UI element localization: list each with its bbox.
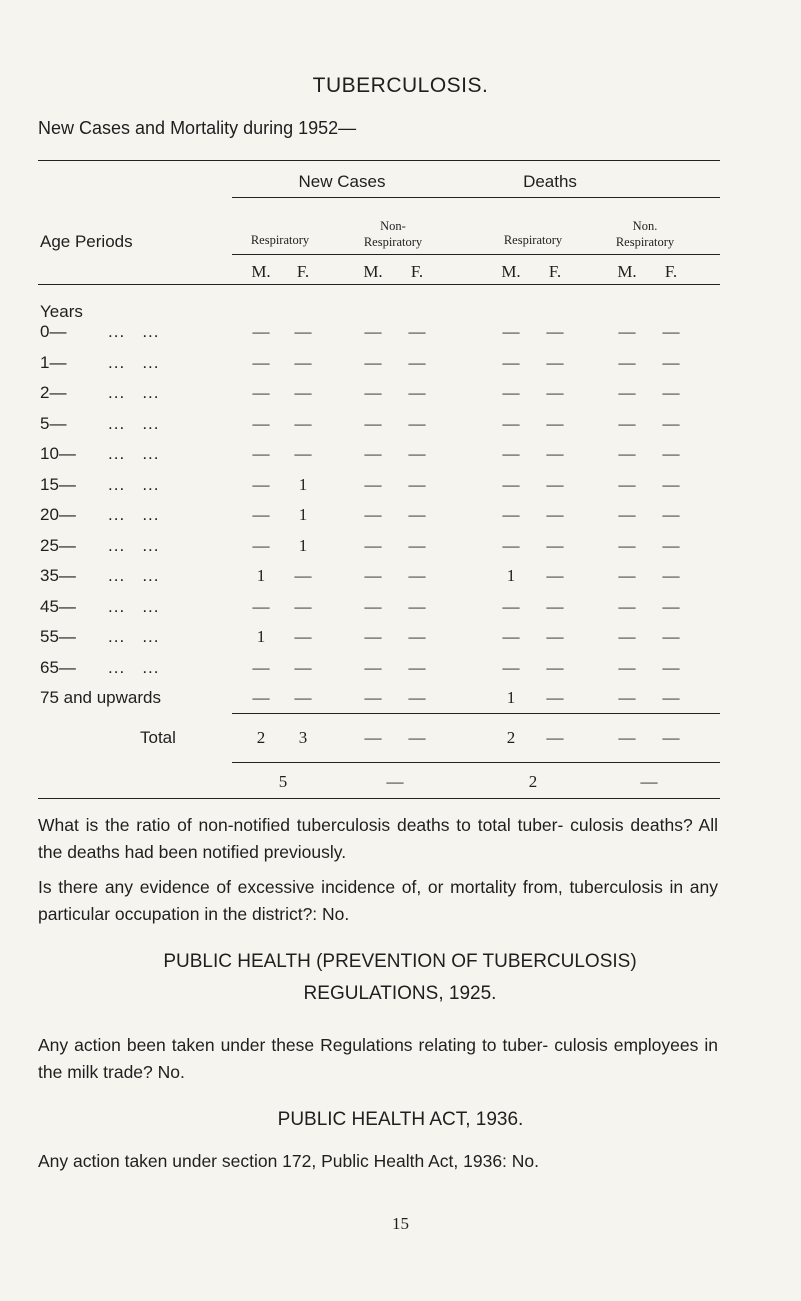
table-cell: — — [408, 383, 426, 402]
heading-prevention-regulations: PUBLIC HEALTH (PREVENTION OF TUBERCULOSIS) REGULATIONS, 1925. — [163, 951, 637, 1004]
age-periods-header: Age Periods — [40, 232, 133, 251]
table-cell: — — [252, 383, 270, 402]
years-label: Years — [40, 302, 83, 321]
group-header-new-cases: New Cases — [298, 172, 386, 191]
table-cell: — — [662, 444, 680, 463]
grand-total-new-non-respiratory: — — [386, 772, 404, 791]
leader-dots: ... ... — [108, 627, 160, 646]
table-cell: — — [618, 444, 636, 463]
sex-label: F. — [410, 262, 424, 281]
table-cell: — — [408, 474, 426, 494]
total-cell: — — [408, 728, 426, 747]
table-cell: — — [364, 657, 382, 677]
total-cell: — — [662, 728, 680, 747]
table-cell: — — [252, 688, 270, 707]
table-cell: — — [662, 383, 680, 402]
leader-dots: ... ... — [108, 383, 160, 402]
table-cell: — — [546, 596, 564, 616]
table-cell: — — [294, 322, 312, 341]
sex-label: M. — [501, 262, 521, 281]
table-cell: — — [408, 566, 426, 585]
table-cell: — — [546, 383, 564, 402]
table-row — [0, 444, 801, 474]
total-cell: 2 — [256, 728, 266, 747]
question-milk-trade: Any action been taken under these Regulations relating to tuber- culosis employees in the milk trade? No. — [38, 1035, 718, 1082]
table-cell: — — [408, 688, 426, 707]
age-period-label: 55— — [40, 627, 76, 646]
table-cell: — — [364, 474, 382, 494]
leader-dots: ... ... — [108, 413, 160, 433]
table-cell: 1 — [298, 535, 308, 555]
table-cell: — — [546, 657, 564, 677]
table-cell: — — [252, 596, 270, 616]
table-cell: — — [252, 413, 270, 433]
sex-label: M. — [251, 262, 271, 281]
table-cell: — — [502, 322, 520, 341]
table-row — [0, 353, 801, 383]
table-cell: — — [546, 535, 564, 555]
leader-dots: ... ... — [108, 322, 160, 341]
age-period-label: 5— — [40, 413, 67, 433]
age-period-label: 25— — [40, 535, 76, 555]
table-cell: — — [618, 566, 636, 585]
total-cell: — — [546, 728, 564, 747]
subheader-new-respiratory: Respiratory — [250, 233, 310, 247]
table-row — [0, 566, 801, 596]
table-row — [0, 658, 801, 688]
leader-dots: ... ... — [108, 444, 160, 463]
table-cell: — — [662, 352, 680, 372]
leader-dots: ... ... — [108, 505, 160, 524]
subheader-rule — [232, 254, 720, 255]
table-row — [0, 536, 801, 566]
table-cell: — — [252, 535, 270, 555]
table-cell: — — [618, 657, 636, 677]
table-row — [0, 383, 801, 413]
table-cell: — — [252, 657, 270, 677]
table-cell: — — [618, 688, 636, 707]
table-cell: — — [294, 596, 312, 616]
subheader-deaths-non-respiratory: Non. Respiratory — [615, 219, 675, 249]
age-period-label: 65— — [40, 657, 76, 677]
header-bottom-rule — [38, 284, 720, 285]
table-cell: — — [294, 657, 312, 677]
table-cell: — — [364, 413, 382, 433]
leader-dots: ... ... — [108, 474, 160, 494]
table-row — [0, 475, 801, 505]
table-cell: 1 — [256, 566, 266, 585]
sex-label: F. — [548, 262, 562, 281]
heading-public-health-act: PUBLIC HEALTH ACT, 1936. — [277, 1109, 524, 1130]
sex-label: F. — [296, 262, 310, 281]
table-cell: — — [408, 505, 426, 524]
table-cell: — — [546, 627, 564, 646]
sex-label-row — [0, 262, 801, 292]
age-period-label: 0— — [40, 322, 67, 341]
table-cell: — — [546, 505, 564, 524]
question-occupation: Is there any evidence of excessive incidence of, or mortality from, tuberculosis in any particular occupation in the district?: No. — [38, 877, 718, 924]
table-cell: — — [502, 657, 520, 677]
table-cell: — — [662, 688, 680, 707]
table-cell: — — [408, 413, 426, 433]
table-cell: — — [364, 352, 382, 372]
table-cell: — — [662, 596, 680, 616]
table-cell: — — [252, 505, 270, 524]
table-cell: — — [662, 627, 680, 646]
table-cell: 1 — [298, 505, 308, 524]
table-cell: — — [408, 657, 426, 677]
table-cell: — — [546, 413, 564, 433]
table-cell: 1 — [506, 566, 516, 585]
leader-dots: ... ... — [108, 352, 160, 372]
table-cell: — — [502, 474, 520, 494]
table-cell: — — [618, 535, 636, 555]
table-cell: — — [662, 322, 680, 341]
age-period-label: 75 and upwards — [40, 688, 161, 707]
total-cell: — — [618, 728, 636, 747]
table-cell: — — [364, 688, 382, 707]
table-cell: — — [502, 596, 520, 616]
sex-label: M. — [617, 262, 637, 281]
table-cell: — — [502, 505, 520, 524]
table-cell: — — [618, 596, 636, 616]
age-period-label: 35— — [40, 566, 76, 585]
age-period-label: 45— — [40, 596, 76, 616]
table-cell: — — [546, 688, 564, 707]
table-row — [0, 597, 801, 627]
grand-total-new-respiratory: 5 — [278, 772, 288, 791]
table-cell: — — [662, 505, 680, 524]
leader-dots: ... ... — [108, 657, 160, 677]
page-title: TUBERCULOSIS. — [312, 74, 489, 97]
age-period-label: 2— — [40, 383, 67, 402]
table-cell: — — [502, 444, 520, 463]
table-cell: — — [618, 474, 636, 494]
table-cell: — — [618, 383, 636, 402]
table-cell: — — [408, 322, 426, 341]
table-cell: — — [546, 322, 564, 341]
table-cell: — — [364, 566, 382, 585]
table-cell: — — [364, 627, 382, 646]
table-cell: — — [502, 627, 520, 646]
question-notified-ratio: What is the ratio of non-notified tuberculosis deaths to total tuber- culosis deaths? All the deaths had been notified previously. — [38, 815, 718, 862]
table-cell: — — [408, 535, 426, 555]
total-label: Total — [140, 728, 176, 747]
leader-dots: ... ... — [108, 566, 160, 585]
table-row — [0, 505, 801, 535]
table-bottom-rule — [38, 798, 720, 799]
table-cell: — — [364, 535, 382, 555]
table-cell: — — [294, 566, 312, 585]
leader-dots: ... ... — [108, 535, 160, 555]
table-cell: — — [294, 383, 312, 402]
table-row — [0, 414, 801, 444]
grand-total-deaths-non-respiratory: — — [640, 772, 658, 791]
table-row — [0, 322, 801, 352]
table-cell: — — [294, 413, 312, 433]
subheader-new-non-respiratory: Non- Respiratory — [363, 219, 423, 249]
table-cell: 1 — [298, 474, 308, 494]
table-cell: — — [502, 352, 520, 372]
table-top-rule — [38, 160, 720, 161]
table-cell: — — [294, 688, 312, 707]
table-cell: — — [294, 444, 312, 463]
table-cell: — — [662, 535, 680, 555]
grand-total-deaths-respiratory: 2 — [528, 772, 538, 791]
table-cell: 1 — [506, 688, 516, 707]
table-cell: — — [662, 566, 680, 585]
table-cell: — — [618, 413, 636, 433]
age-period-label: 10— — [40, 444, 76, 463]
table-cell: — — [618, 322, 636, 341]
subheader-deaths-respiratory: Respiratory — [503, 233, 563, 247]
table-cell: — — [252, 322, 270, 341]
table-row — [0, 627, 801, 657]
table-cell: — — [502, 383, 520, 402]
total-cell: 2 — [506, 728, 516, 747]
table-cell: — — [546, 474, 564, 494]
table-cell: — — [408, 444, 426, 463]
group-header-deaths: Deaths — [523, 172, 577, 191]
sex-label: M. — [363, 262, 383, 281]
page-subtitle: New Cases and Mortality during 1952— — [38, 118, 357, 138]
table-cell: — — [618, 505, 636, 524]
sex-label: F. — [664, 262, 678, 281]
table-cell: — — [662, 474, 680, 494]
table-cell: — — [252, 444, 270, 463]
table-cell: — — [546, 566, 564, 585]
table-cell: — — [546, 444, 564, 463]
table-cell: — — [618, 627, 636, 646]
table-cell: — — [502, 535, 520, 555]
leader-dots: ... ... — [108, 596, 160, 616]
table-cell: — — [408, 596, 426, 616]
table-cell: — — [408, 627, 426, 646]
age-period-label: 15— — [40, 474, 76, 494]
table-cell: — — [294, 627, 312, 646]
table-cell: — — [364, 322, 382, 341]
total-cell: — — [364, 728, 382, 747]
table-cell: — — [252, 474, 270, 494]
total-cell: 3 — [298, 728, 308, 747]
table-cell: — — [294, 352, 312, 372]
age-period-label: 20— — [40, 505, 76, 524]
table-cell: — — [408, 352, 426, 372]
table-cell: 1 — [256, 627, 266, 646]
page-number: 15 — [392, 1214, 409, 1233]
group-header-rule — [232, 197, 720, 198]
table-cell: — — [546, 352, 564, 372]
grand-total-rule — [232, 762, 720, 763]
total-rule — [232, 713, 720, 714]
table-cell: — — [252, 352, 270, 372]
age-period-label: 1— — [40, 352, 67, 372]
table-cell: — — [364, 383, 382, 402]
total-row — [0, 728, 801, 758]
table-cell: — — [364, 505, 382, 524]
table-cell: — — [618, 352, 636, 372]
table-cell: — — [364, 596, 382, 616]
question-section-172: Any action taken under section 172, Public Health Act, 1936: No. — [38, 1151, 540, 1171]
table-cell: — — [502, 413, 520, 433]
table-cell: — — [364, 444, 382, 463]
table-cell: — — [662, 413, 680, 433]
table-cell: — — [662, 657, 680, 677]
